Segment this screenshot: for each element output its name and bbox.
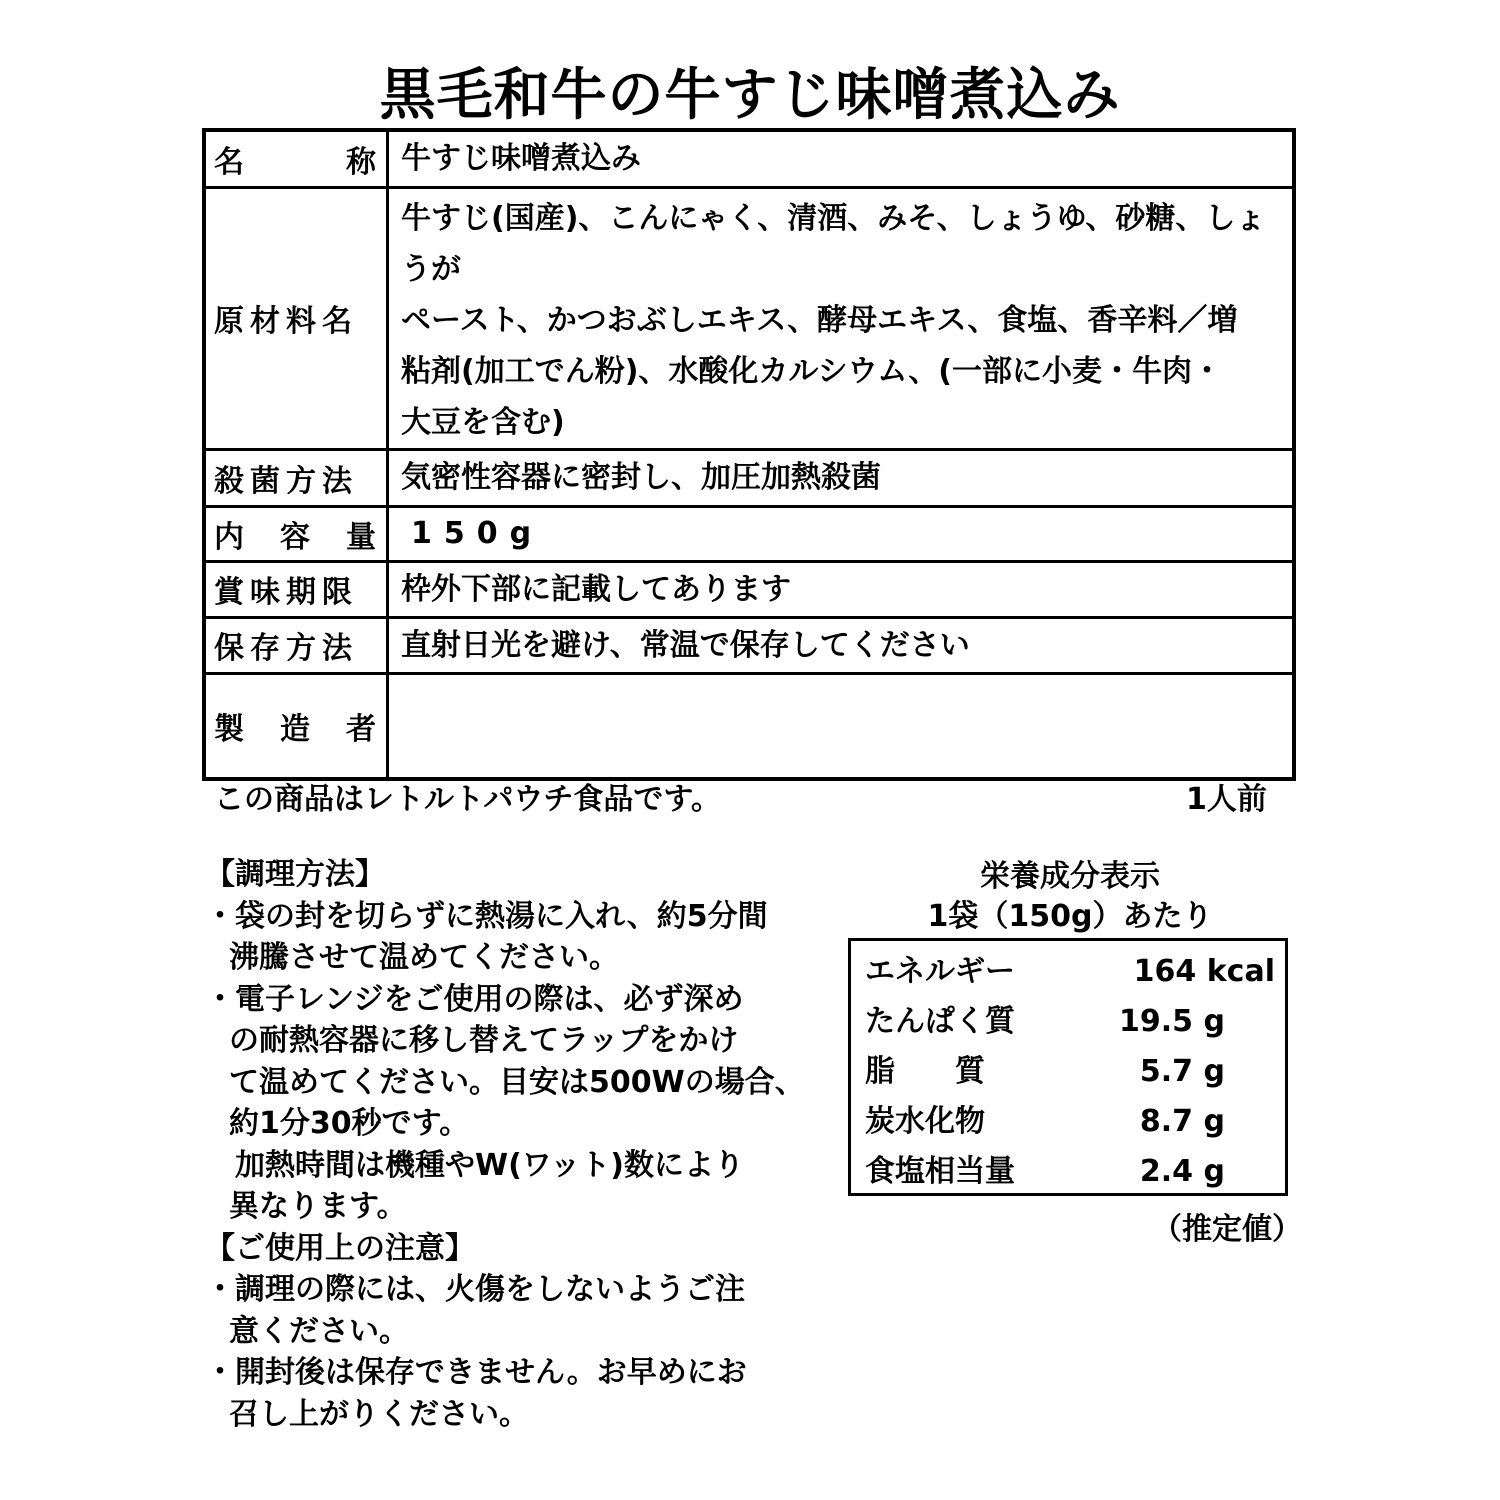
caution-heading: 【ご使用上の注意】 — [205, 1230, 475, 1266]
cooking-instructions — [205, 854, 845, 1435]
nutrition-value — [1119, 997, 1225, 1047]
howto-line: 約1分30秒です。 — [229, 1106, 470, 1141]
nutrition-unit: g — [1203, 1054, 1225, 1089]
label-value-bestbefore: 枠外下部に記載してあります — [388, 561, 1295, 617]
label-header-name-char: 称 — [346, 144, 376, 180]
product-label-table — [202, 128, 1296, 781]
nutrition-label: 脂 質 — [865, 1054, 985, 1089]
label-row-storage — [204, 617, 1294, 673]
label-header-maker-char: 者 — [346, 711, 376, 747]
label-row-maker — [204, 673, 1294, 779]
label-header-content — [204, 506, 388, 561]
nutrition-label: 炭水化物 — [865, 1104, 985, 1139]
nutrition-label: たんぱく質 — [865, 1004, 1015, 1039]
nutrition-row-carbs — [851, 1097, 1285, 1147]
label-row-ingredients — [204, 187, 1294, 449]
label-header-maker-char: 製 — [214, 711, 244, 747]
nutrition-row-energy — [851, 947, 1285, 997]
howto-line: 沸騰させて温めてください。 — [229, 940, 619, 975]
label-value-sterilization: 気密性容器に密封し、加圧加熱殺菌 — [388, 449, 1295, 506]
caution-line: 意ください。 — [229, 1313, 409, 1349]
label-value-ingredients — [388, 187, 1295, 449]
label-header-maker-char: 造 — [280, 711, 310, 747]
nutrition-unit: g — [1203, 1104, 1225, 1139]
nutrition-value — [1134, 947, 1275, 997]
nutrition-value — [1140, 1147, 1225, 1197]
nutrition-estimate-note: （推定値） — [1152, 1212, 1302, 1247]
nutrition-number: 164 — [1133, 954, 1197, 989]
nutrition-unit: g — [1203, 1154, 1225, 1189]
nutrition-row-salt — [851, 1147, 1285, 1197]
label-header-name-char: 名 — [214, 144, 244, 180]
label-header-content-char: 量 — [346, 519, 376, 555]
howto-line: ・袋の封を切らずに熱湯に入れ、約5分間 — [205, 898, 768, 934]
nutrition-row-fat — [851, 1047, 1285, 1097]
caution-line: ・調理の際には、火傷をしないようご注 — [205, 1272, 745, 1307]
ingredients-line: 粘剤(加工でん粉)、水酸化カルシウム、(一部に小麦・牛肉・ — [401, 353, 1222, 389]
howto-line: の耐熱容器に移し替えてラップをかけ — [229, 1023, 739, 1058]
label-row-bestbefore — [204, 561, 1294, 617]
label-value-storage: 直射日光を避け、常温で保存してください — [388, 617, 1295, 673]
nutrition-number: 19.5 — [1119, 1004, 1194, 1039]
nutrition-number: 5.7 — [1139, 1054, 1194, 1089]
nutrition-label: 食塩相当量 — [865, 1154, 1015, 1189]
caution-line: 召し上がりください。 — [229, 1396, 529, 1432]
label-row-sterilization — [204, 449, 1294, 506]
label-header-ingredients: 原材料名 — [204, 187, 388, 449]
label-value-name: 牛すじ味噌煮込み — [388, 130, 1295, 187]
product-title: 黒毛和牛の牛すじ味噌煮込み — [379, 63, 1121, 128]
label-header-sterilization: 殺菌方法 — [204, 449, 388, 506]
label-header-content-char: 内 — [214, 519, 244, 555]
label-header-name — [204, 130, 388, 187]
nutrition-row-protein — [851, 997, 1285, 1047]
nutrition-number: 2.4 — [1139, 1154, 1194, 1189]
retort-note: この商品はレトルトパウチ食品です。 — [214, 782, 721, 817]
nutrition-label: エネルギー — [865, 954, 1015, 989]
label-header-content-char: 容 — [280, 519, 310, 555]
nutrition-per: 1袋（150g）あたり — [927, 899, 1213, 934]
howto-line: 異なります。 — [229, 1189, 407, 1224]
howto-line: て温めてください。目安は500Wの場合、 — [229, 1064, 805, 1100]
caution-line: ・開封後は保存できません。お早めにお — [205, 1355, 747, 1390]
label-header-maker — [204, 673, 388, 779]
nutrition-value — [1140, 1097, 1225, 1147]
ingredients-line: 大豆を含む) — [401, 404, 565, 440]
ingredients-line: 牛すじ(国産)、こんにゃく、清酒、みそ、しょうゆ、砂糖、しょうが — [401, 200, 1266, 287]
howto-heading: 【調理方法】 — [205, 857, 385, 892]
label-row-content — [204, 506, 1294, 561]
ingredients-line: ペースト、かつおぶしエキス、酵母エキス、食塩、香辛料／増 — [401, 302, 1238, 338]
label-value-maker — [388, 673, 1295, 779]
label-header-storage: 保存方法 — [204, 617, 388, 673]
nutrition-value — [1140, 1047, 1225, 1097]
nutrition-number: 8.7 — [1139, 1104, 1194, 1139]
nutrition-title: 栄養成分表示 — [980, 859, 1160, 894]
howto-line: 加熱時間は機種やW(ワット)数により — [235, 1147, 745, 1183]
label-header-bestbefore: 賞味期限 — [204, 561, 388, 617]
nutrition-unit: kcal — [1206, 954, 1275, 989]
nutrition-unit: g — [1203, 1004, 1225, 1039]
label-value-content: 150g — [388, 506, 1295, 561]
label-row-name — [204, 130, 1294, 187]
howto-line: ・電子レンジをご使用の際は、必ず深め — [205, 981, 744, 1017]
serving-size: 1人前 — [1186, 782, 1267, 817]
nutrition-table — [848, 938, 1288, 1196]
